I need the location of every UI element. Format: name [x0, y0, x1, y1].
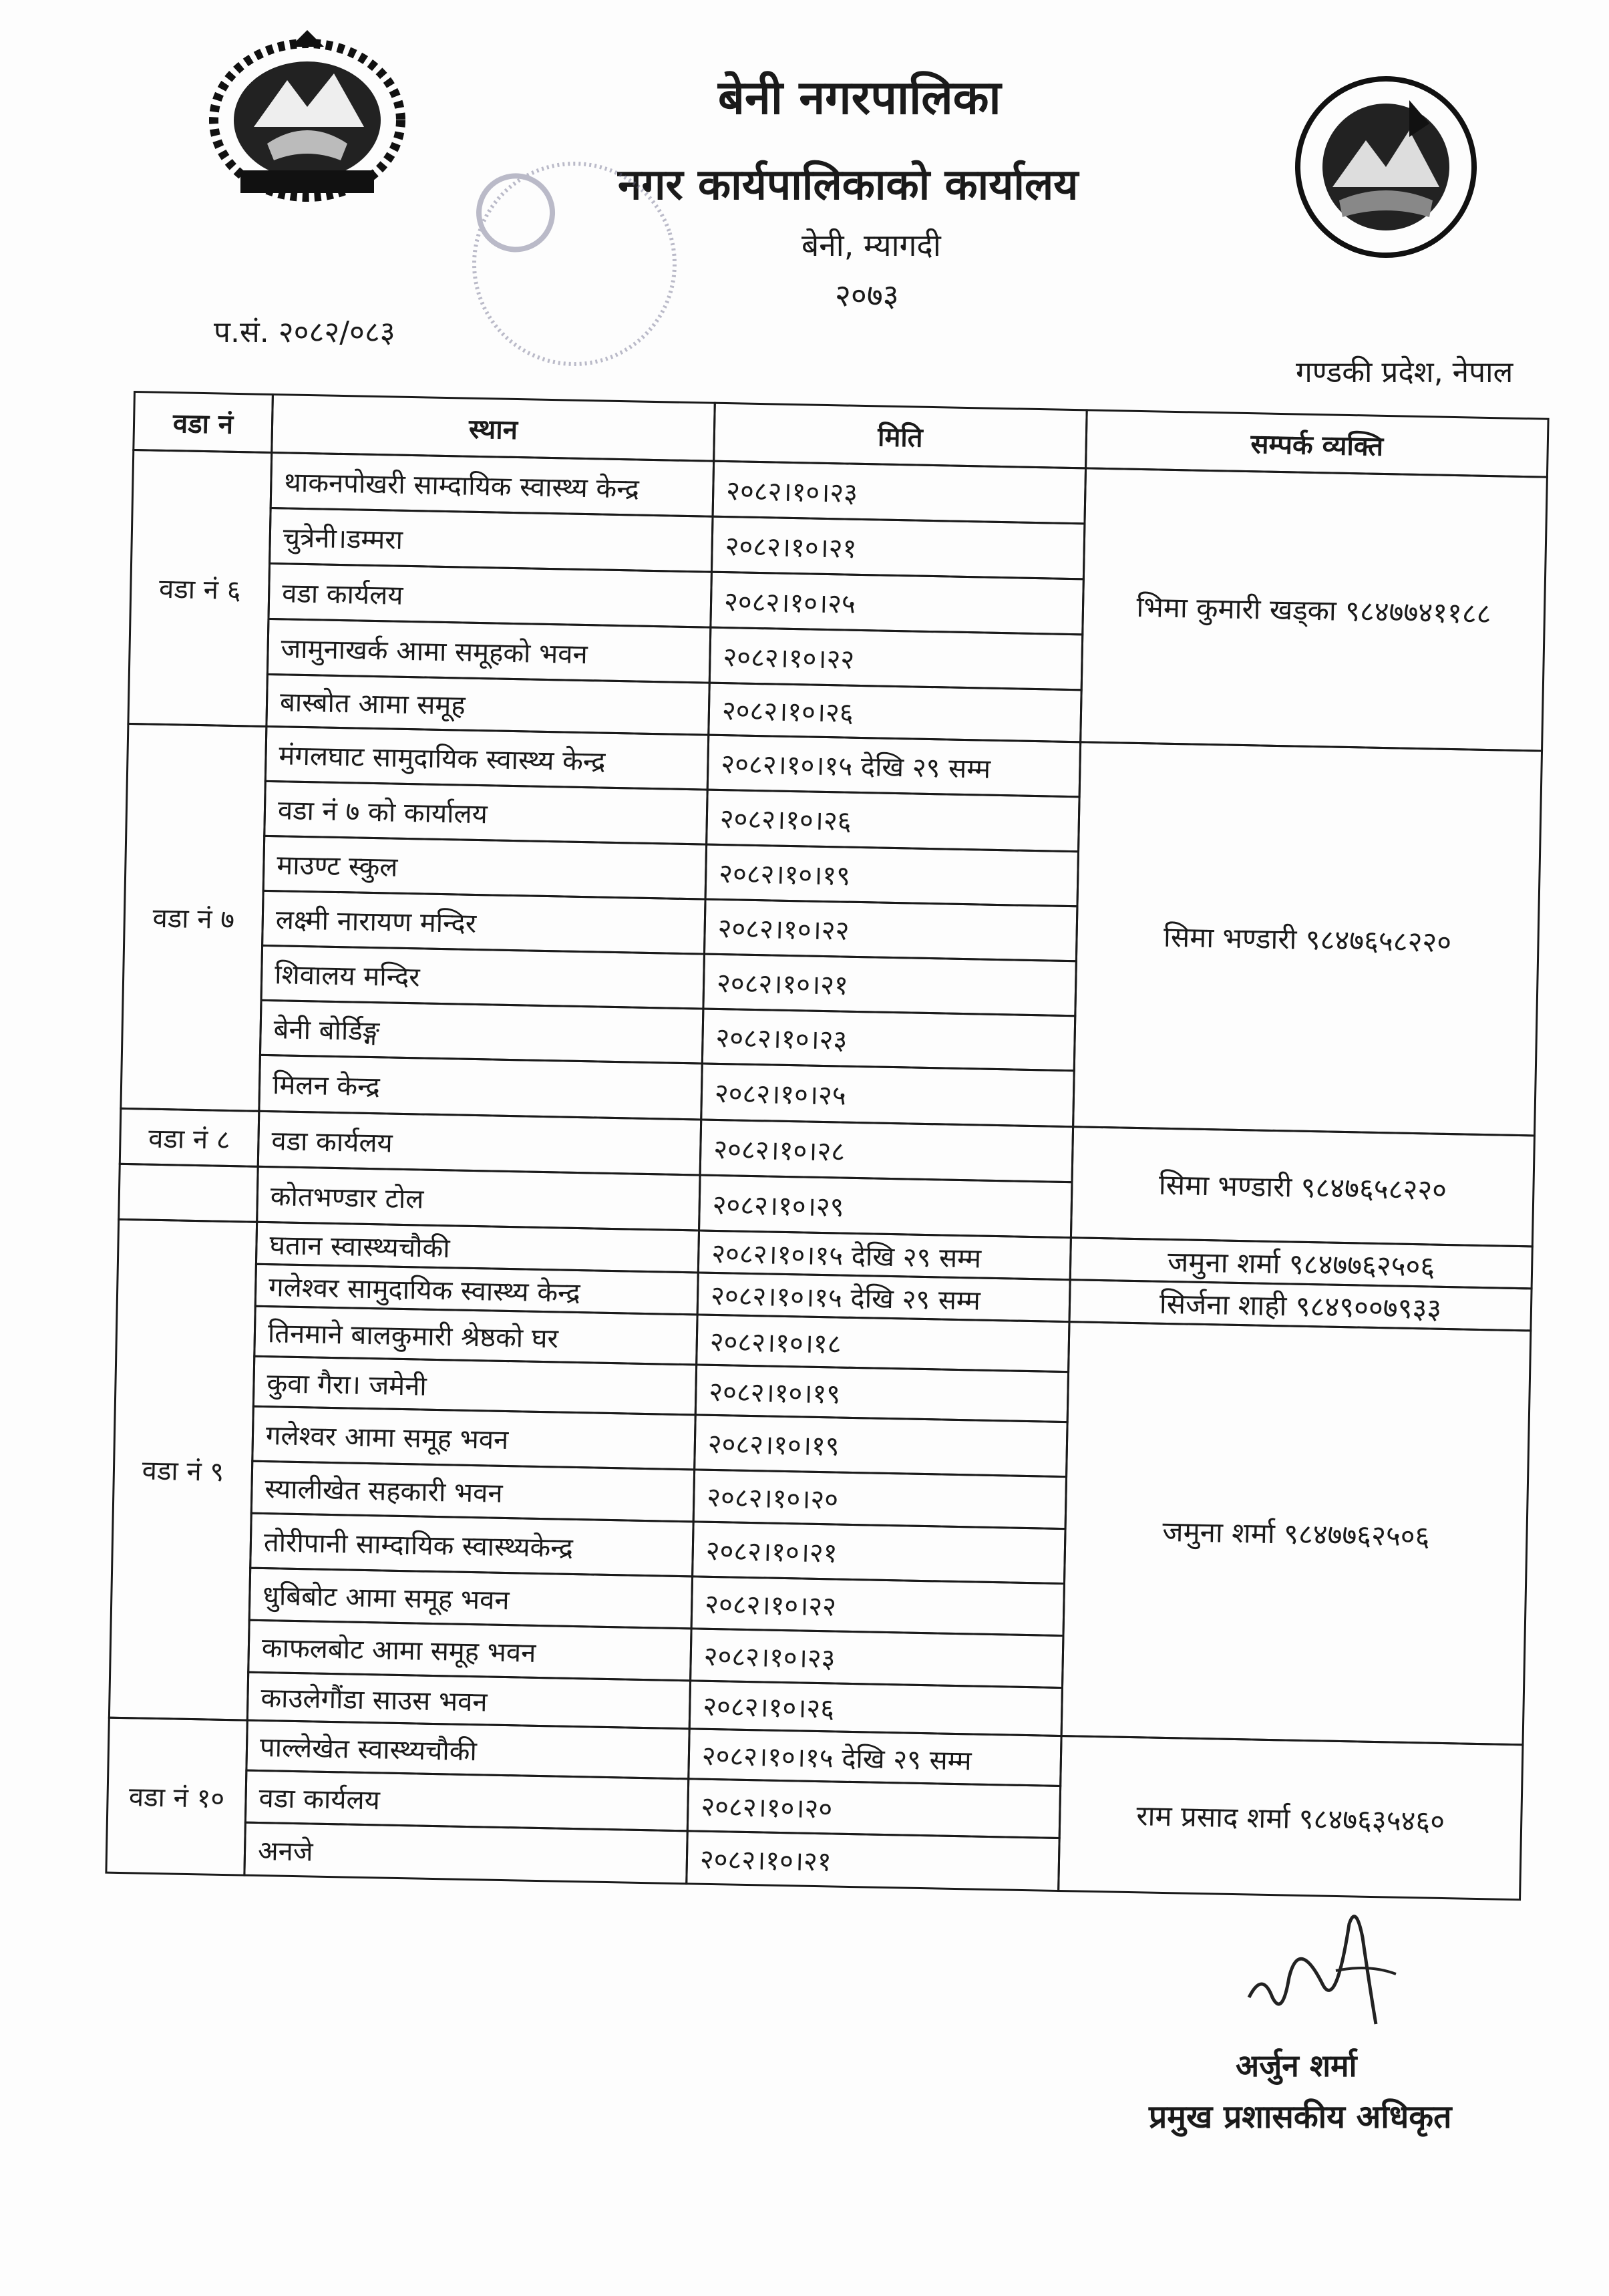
reference-number: प.सं. २०८२/०८३: [214, 315, 395, 349]
date-cell: २०८२।१०।२२: [709, 627, 1084, 691]
contact-cell: सिर्जना शाही ९८४९००७९३३: [1068, 1279, 1532, 1331]
date-cell: २०८२।१०।१५ देखि २९ सम्म: [697, 1271, 1071, 1323]
date-cell: २०८२।१०।२२: [703, 898, 1079, 963]
place-cell: धुबिबोट आमा समूह भवन: [248, 1567, 693, 1630]
handwritten-signature: [1236, 1897, 1409, 2031]
date-cell: २०८२।१०।२६: [689, 1679, 1063, 1737]
contact-cell: जमुना शर्मा ९८४७७६२५०६: [1061, 1321, 1532, 1746]
date-cell: २०८२।१०।१५ देखि २९ सम्म: [707, 734, 1082, 798]
date-cell: २०८२।१०।१९: [695, 1363, 1069, 1423]
place-cell: तिनमाने बालकुमारी श्रेष्ठको घर: [253, 1305, 698, 1366]
place-cell: मंगलघाट सामुदायिक स्वास्थ्य केन्द्र: [264, 725, 710, 791]
place-cell: वडा कार्यलय: [257, 1110, 703, 1176]
establishment-year: २०७३: [835, 277, 899, 313]
date-cell: २०८२।१०।२०: [687, 1778, 1061, 1839]
date-cell: २०८२।१०।१९: [693, 1414, 1069, 1478]
column-header-contact: सम्पर्क व्यक्ति: [1085, 409, 1550, 478]
contact-cell: जमुना शर्मा ९८४७७६२५०६: [1069, 1237, 1534, 1289]
ward-cell: वडा नं १०: [105, 1717, 248, 1876]
place-cell: जामुनाखर्क आमा समूहको भवन: [266, 618, 712, 684]
vaccination-schedule-table: [105, 391, 1549, 1901]
municipality-title: बेनी नगरपालिका: [718, 70, 1001, 125]
place-cell: काफलबोट आमा समूह भवन: [247, 1619, 692, 1682]
place-cell: पाल्लेखेत स्वास्थ्यचौकी: [245, 1719, 690, 1780]
place-cell: थाकनपोखरी साम्दायिक स्वास्थ्य केन्द्र: [270, 452, 715, 518]
place-cell: कुवा गैरा। जमेनी: [252, 1355, 697, 1416]
date-cell: २०८२।१०।२३: [701, 1008, 1077, 1072]
date-cell: २०८२।१०।२५: [700, 1063, 1075, 1128]
date-cell: २०८२।१०।१५ देखि २९ सम्म: [697, 1229, 1072, 1281]
place-cell: वडा कार्यलय: [244, 1770, 689, 1832]
contact-cell: सिमा भण्डारी ९८४७६५८२२०: [1072, 741, 1543, 1136]
contact-cell: भिमा कुमारी खड्का ९८४७७४११८८: [1079, 467, 1548, 752]
place-cell: गलेश्वर आमा समूह भवन: [251, 1406, 697, 1471]
date-cell: २०८२।१०।२६: [707, 682, 1082, 744]
place-cell: शिवालय मन्दिर: [260, 945, 705, 1010]
place-cell: घतान स्वास्थ्यचौकी: [255, 1221, 700, 1274]
place-cell: काउलेगौंडा साउस भवन: [246, 1671, 691, 1730]
place-cell: स्यालीखेत सहकारी भवन: [250, 1460, 695, 1523]
place-cell: कोतभण्डार टोल: [256, 1166, 701, 1232]
date-cell: २०८२।१०।२९: [698, 1174, 1073, 1239]
column-header-place: स्थान: [271, 393, 716, 462]
column-header-date: मिति: [713, 402, 1088, 470]
date-cell: २०८२।१०।२३: [712, 460, 1087, 525]
ward-cell: वडा नं ८: [119, 1108, 260, 1168]
date-cell: २०८२।१०।२१: [691, 1520, 1067, 1585]
province-label: गण्डकी प्रदेश, नेपाल: [1296, 355, 1513, 389]
office-location: बेनी, म्यागदी: [801, 227, 941, 263]
date-cell: २०८२।१०।२८: [699, 1118, 1075, 1183]
date-cell: २०८२।१०।२१: [702, 953, 1077, 1017]
date-cell: २०८२।१०।२१: [685, 1830, 1060, 1892]
place-cell: बास्बोत आमा समूह: [265, 673, 710, 736]
signatory-name: अर्जुन शर्मा: [1236, 2047, 1357, 2084]
date-cell: २०८२।१०।२५: [709, 571, 1085, 636]
place-cell: लक्ष्मी नारायण मन्दिर: [261, 890, 707, 955]
date-cell: २०८२।१०।१८: [695, 1313, 1070, 1373]
office-title: नगर कार्यपालिकाको कार्यालय: [618, 160, 1079, 210]
place-cell: अनजे: [243, 1822, 688, 1885]
contact-cell: सिमा भण्डारी ९८४७६५८२२०: [1070, 1126, 1536, 1247]
nepal-emblem-logo: [200, 27, 414, 207]
signatory-designation: प्रमुख प्रशासकीय अधिकृत: [1149, 2098, 1452, 2136]
place-cell: गलेश्वर सामुदायिक स्वास्थ्य केन्द्र: [254, 1263, 699, 1316]
ward-cell: वडा नं ६: [127, 449, 273, 727]
place-cell: माउण्ट स्कुल: [262, 835, 708, 900]
date-cell: २०८२।१०।२०: [693, 1468, 1067, 1530]
contact-cell: राम प्रसाद शर्मा ९८४७६३५४६०: [1057, 1735, 1524, 1901]
date-cell: २०८२।१०।२३: [689, 1627, 1064, 1689]
place-cell: तोरीपानी साम्दायिक स्वास्थ्यकेन्द्र: [249, 1512, 695, 1578]
column-header-ward: वडा नं: [132, 391, 274, 454]
date-cell: २०८२।१०।२१: [711, 516, 1086, 581]
place-cell: चुत्रेनी।डम्मरा: [269, 507, 714, 573]
place-cell: बेनी बोर्डिङ्ग: [259, 999, 705, 1065]
ward-cell: [118, 1163, 259, 1223]
date-cell: २०८२।१०।१९: [705, 844, 1080, 908]
date-cell: २०८२।१०।१५ देखि २९ सम्म: [687, 1728, 1062, 1787]
place-cell: वडा नं ७ को कार्यालय: [263, 780, 709, 846]
place-cell: वडा कार्यलय: [267, 562, 713, 629]
ward-cell: वडा नं ९: [108, 1218, 258, 1721]
ward-cell: वडा नं ७: [120, 723, 267, 1112]
place-cell: मिलन केन्द्र: [258, 1054, 703, 1121]
date-cell: २०८२।१०।२६: [705, 789, 1081, 853]
beni-municipality-logo: [1292, 73, 1479, 261]
date-cell: २०८२।१०।२२: [691, 1575, 1065, 1637]
